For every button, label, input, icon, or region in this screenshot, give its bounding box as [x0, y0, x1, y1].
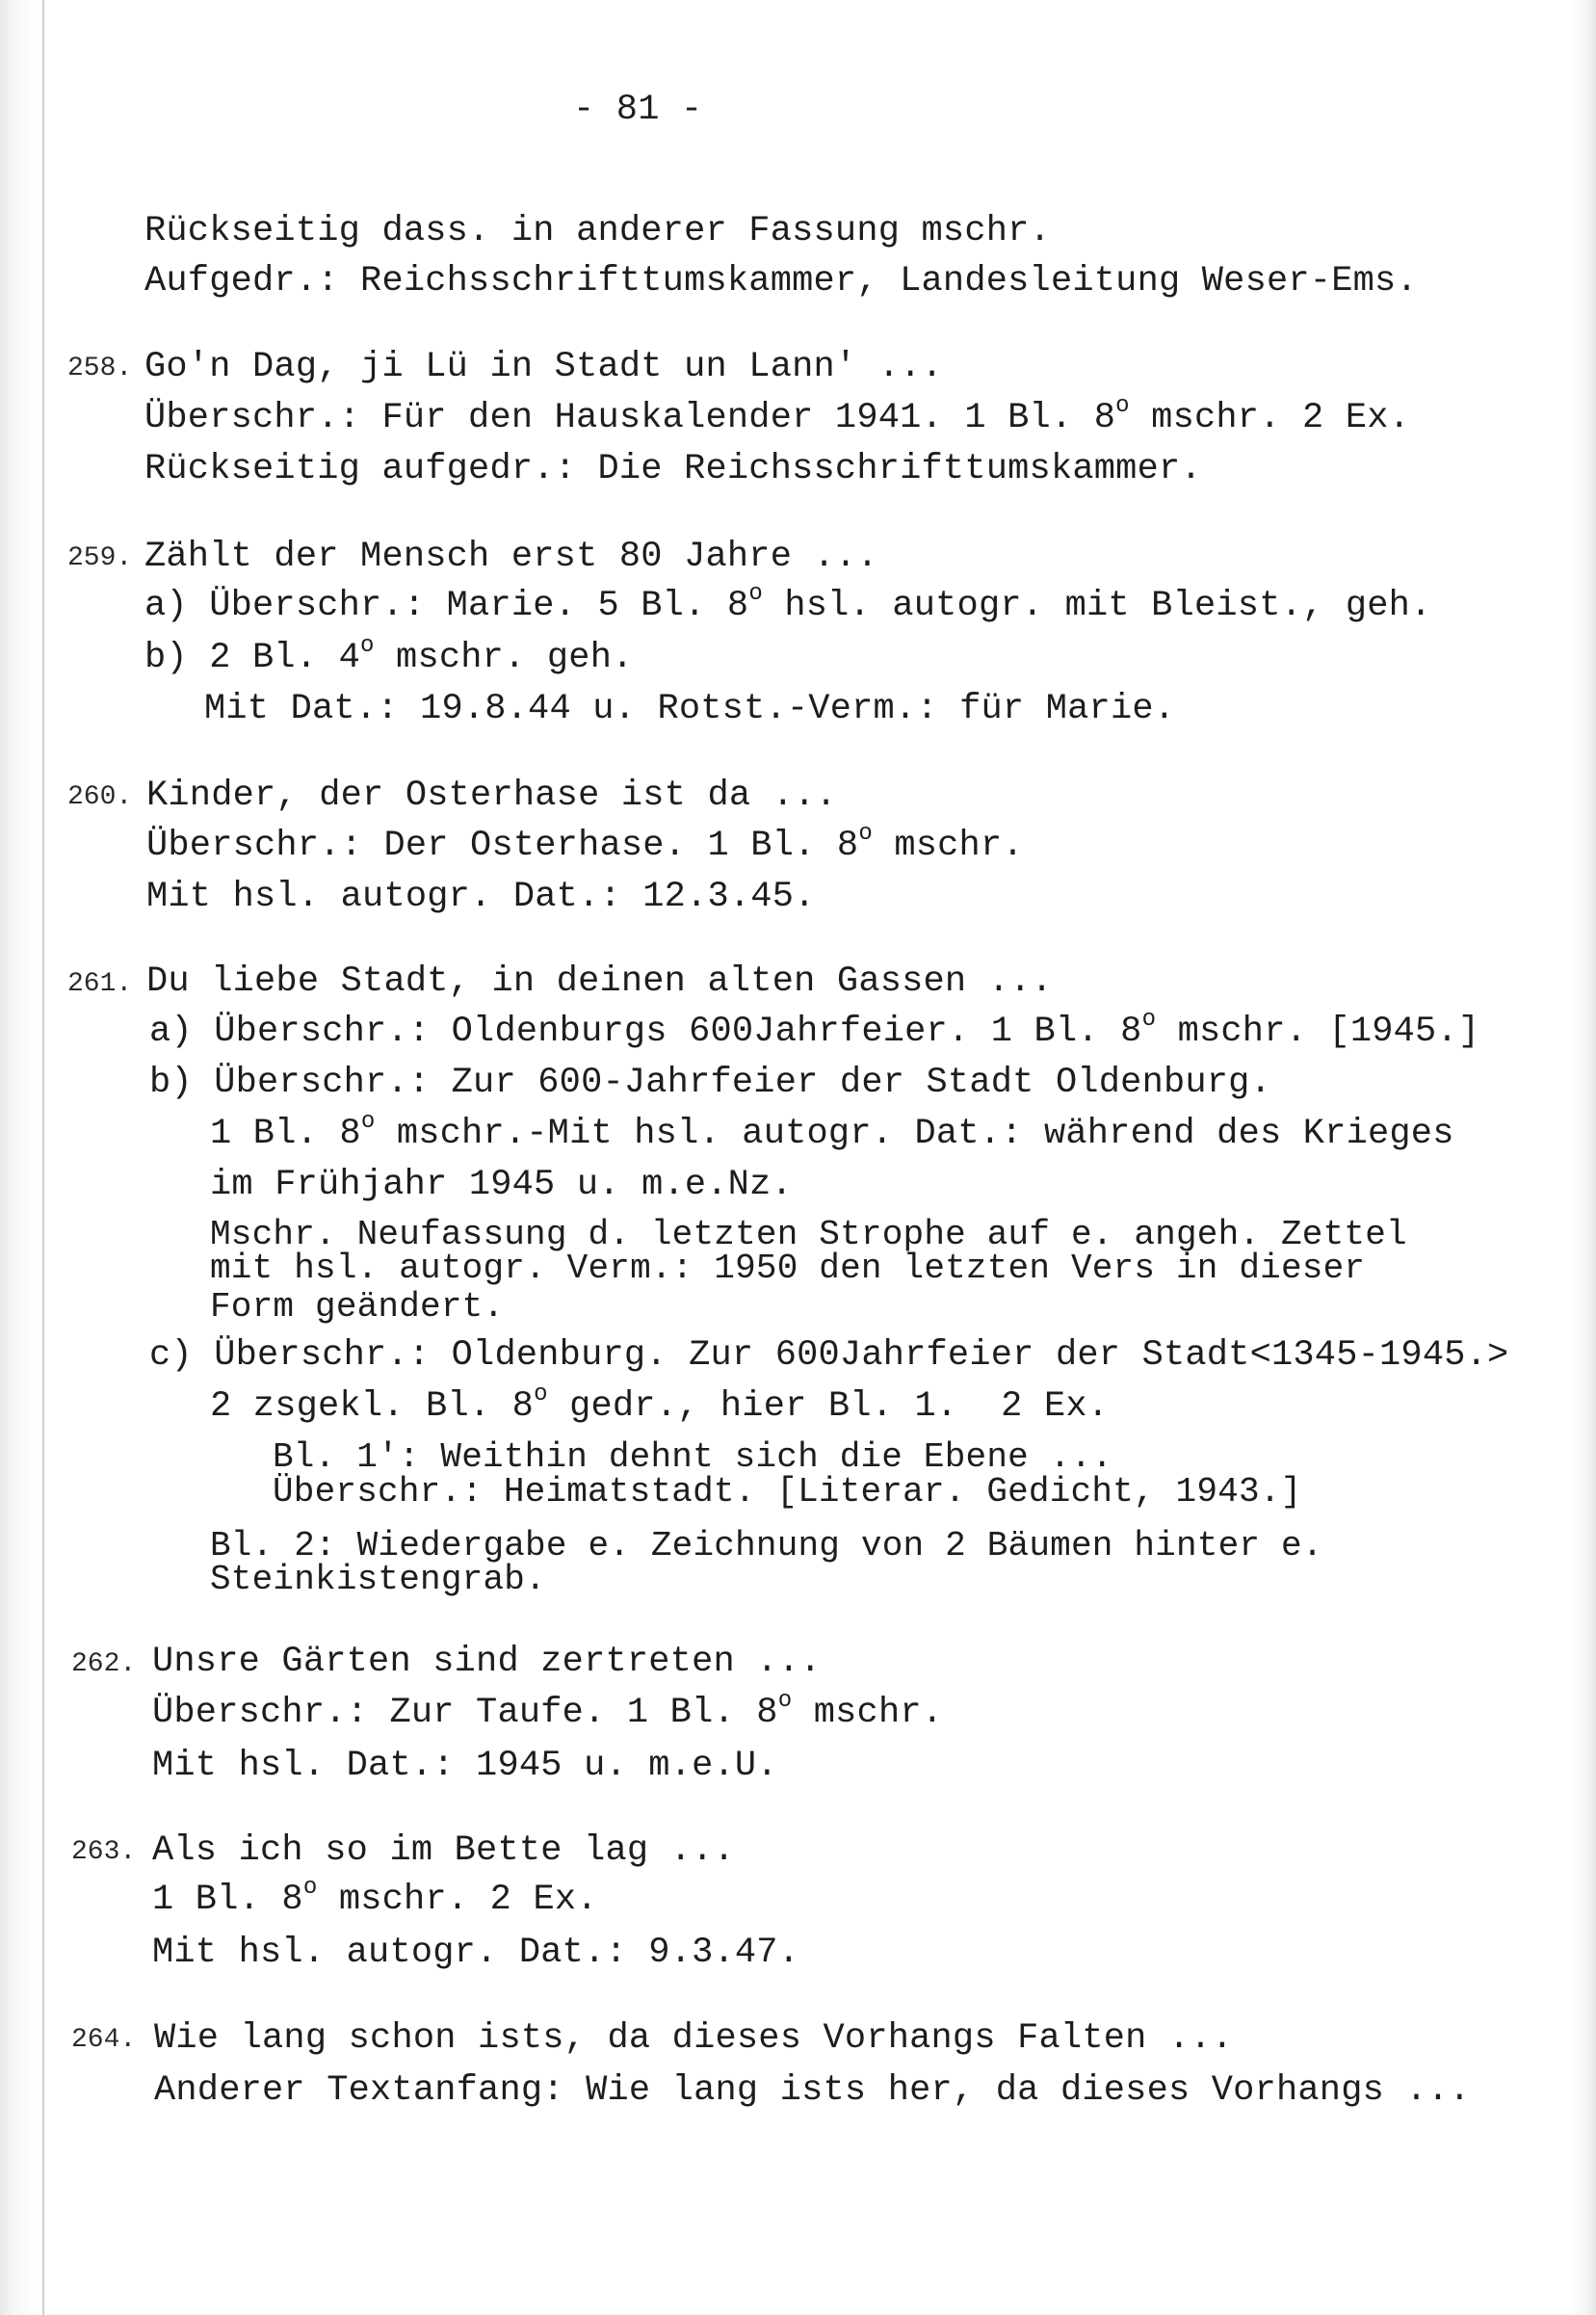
entry-263-number: 263.: [71, 1837, 137, 1867]
entry-258-line-3: Rückseitig aufgedr.: Die Reichsschrifttumskammer.: [144, 449, 1202, 489]
entry-261-c-line-2-text: 2 zsgekl. Bl. 8: [210, 1386, 535, 1427]
entry-264-title: Wie lang schon ists, da dieses Vorhangs Falten ...: [154, 2018, 1234, 2059]
degree-superscript: o: [534, 1381, 548, 1407]
degree-superscript: o: [1141, 1007, 1157, 1033]
entry-262-line-3: Mit hsl. Dat.: 1945 u. m.e.U.: [152, 1746, 778, 1786]
degree-superscript: o: [302, 1875, 318, 1901]
entry-262-line-2-rest: mschr.: [792, 1693, 944, 1733]
entry-261-c-line-1: c) Überschr.: Oldenburg. Zur 600Jahrfeier der Stadt<1345-1945.>: [149, 1335, 1509, 1376]
entry-261-b-line-2: [210, 1109, 1454, 1155]
degree-superscript: o: [360, 1109, 376, 1135]
entry-258-line-2-text: Überschr.: Für den Hauskalender 1941. 1 Bl. 8: [144, 398, 1116, 438]
entry-263-line-2-text: 1 Bl. 8: [152, 1880, 303, 1920]
entry-261-c-line-2: [210, 1381, 1110, 1428]
entry-261-c-line-5: Bl. 2: Wiedergabe e. Zeichnung von 2 Bäumen hinter e.: [210, 1526, 1323, 1565]
entry-261-b-line-2-text: 1 Bl. 8: [210, 1114, 361, 1154]
entry-263-line-3: Mit hsl. autogr. Dat.: 9.3.47.: [152, 1933, 800, 1973]
entry-259-a-rest: hsl. autogr. mit Bleist., geh.: [762, 586, 1432, 626]
entry-259-b: [144, 633, 634, 679]
entry-260-line-2-rest: mschr.: [872, 826, 1024, 866]
degree-superscript: o: [777, 1688, 793, 1714]
entry-258-line-2: [144, 393, 1411, 439]
degree-superscript: o: [360, 633, 375, 659]
page-number: - 81 -: [573, 90, 703, 130]
entry-259-a-text: a) Überschr.: Marie. 5 Bl. 8: [144, 586, 749, 626]
entry-259-a: [144, 581, 1432, 627]
intro-line-1: Rückseitig dass. in anderer Fassung mschr.: [144, 211, 1051, 251]
entry-263-title: Als ich so im Bette lag ...: [152, 1830, 735, 1871]
page-binding-edge: [42, 0, 44, 2315]
degree-superscript: o: [858, 821, 873, 847]
degree-superscript: o: [748, 581, 763, 607]
entry-264-line-2: Anderer Textanfang: Wie lang ists her, da dieses Vorhangs ...: [154, 2070, 1471, 2111]
entry-258-title: Go'n Dag, ji Lü in Stadt un Lann' ...: [144, 347, 943, 387]
entry-259-b-text: b) 2 Bl. 4: [144, 638, 361, 678]
entry-259-b-date: Mit Dat.: 19.8.44 u. Rotst.-Verm.: für Marie.: [204, 689, 1176, 729]
entry-260-line-3: Mit hsl. autogr. Dat.: 12.3.45.: [146, 877, 816, 917]
entry-259-b-rest: mschr. geh.: [374, 638, 634, 678]
entry-260-title: Kinder, der Osterhase ist da ...: [146, 776, 837, 816]
entry-261-c-line-3: Bl. 1': Weithin dehnt sich die Ebene ...: [273, 1437, 1113, 1477]
entry-263-line-2: [152, 1875, 598, 1921]
entry-258-line-2-rest: mschr. 2 Ex.: [1129, 398, 1411, 438]
entry-260-line-2-text: Überschr.: Der Osterhase. 1 Bl. 8: [146, 826, 859, 866]
entry-262-number: 262.: [71, 1649, 137, 1679]
entry-260-number: 260.: [67, 782, 133, 812]
entry-261-a-text: a) Überschr.: Oldenburgs 600Jahrfeier. 1 Bl. 8: [149, 1012, 1142, 1052]
entry-261-title: Du liebe Stadt, in deinen alten Gassen ...: [146, 961, 1053, 1002]
entry-261-b-line-6: Form geändert.: [210, 1287, 505, 1327]
entry-261-b-line-3: im Frühjahr 1945 u. m.e.Nz.: [210, 1165, 793, 1205]
entry-261-c-line-2-rest: gedr., hier Bl. 1. 2 Ex.: [547, 1386, 1110, 1427]
entry-259-title: Zählt der Mensch erst 80 Jahre ...: [144, 537, 878, 577]
entry-261-b-line-1: b) Überschr.: Zur 600-Jahrfeier der Stadt Oldenburg.: [149, 1063, 1271, 1103]
entry-261-a: [149, 1007, 1480, 1053]
entry-260-line-2: [146, 821, 1024, 867]
entry-262-line-2: [152, 1688, 944, 1734]
intro-line-2: Aufgedr.: Reichsschrifttumskammer, Landesleitung Weser-Ems.: [144, 261, 1418, 302]
entry-261-a-rest: mschr. [1945.]: [1156, 1012, 1480, 1052]
entry-261-b-line-4: Mschr. Neufassung d. letzten Strophe auf e. angeh. Zettel: [210, 1215, 1407, 1254]
entry-261-b-line-2-rest: mschr.-Mit hsl. autogr. Dat.: während des Krieges: [375, 1114, 1454, 1154]
entry-258-number: 258.: [67, 354, 133, 383]
entry-261-b-line-5: mit hsl. autogr. Verm.: 1950 den letzten Vers in dieser: [210, 1249, 1366, 1288]
entry-263-line-2-rest: mschr. 2 Ex.: [317, 1880, 598, 1920]
entry-261-c-line-6: Steinkistengrab.: [210, 1560, 546, 1599]
entry-264-number: 264.: [71, 2025, 137, 2055]
entry-261-number: 261.: [67, 969, 133, 999]
entry-261-c-line-4: Überschr.: Heimatstadt. [Literar. Gedicht, 1943.]: [273, 1472, 1302, 1512]
entry-259-number: 259.: [67, 543, 133, 573]
degree-superscript: o: [1115, 393, 1130, 419]
entry-262-title: Unsre Gärten sind zertreten ...: [152, 1642, 822, 1682]
entry-262-line-2-text: Überschr.: Zur Taufe. 1 Bl. 8: [152, 1693, 778, 1733]
